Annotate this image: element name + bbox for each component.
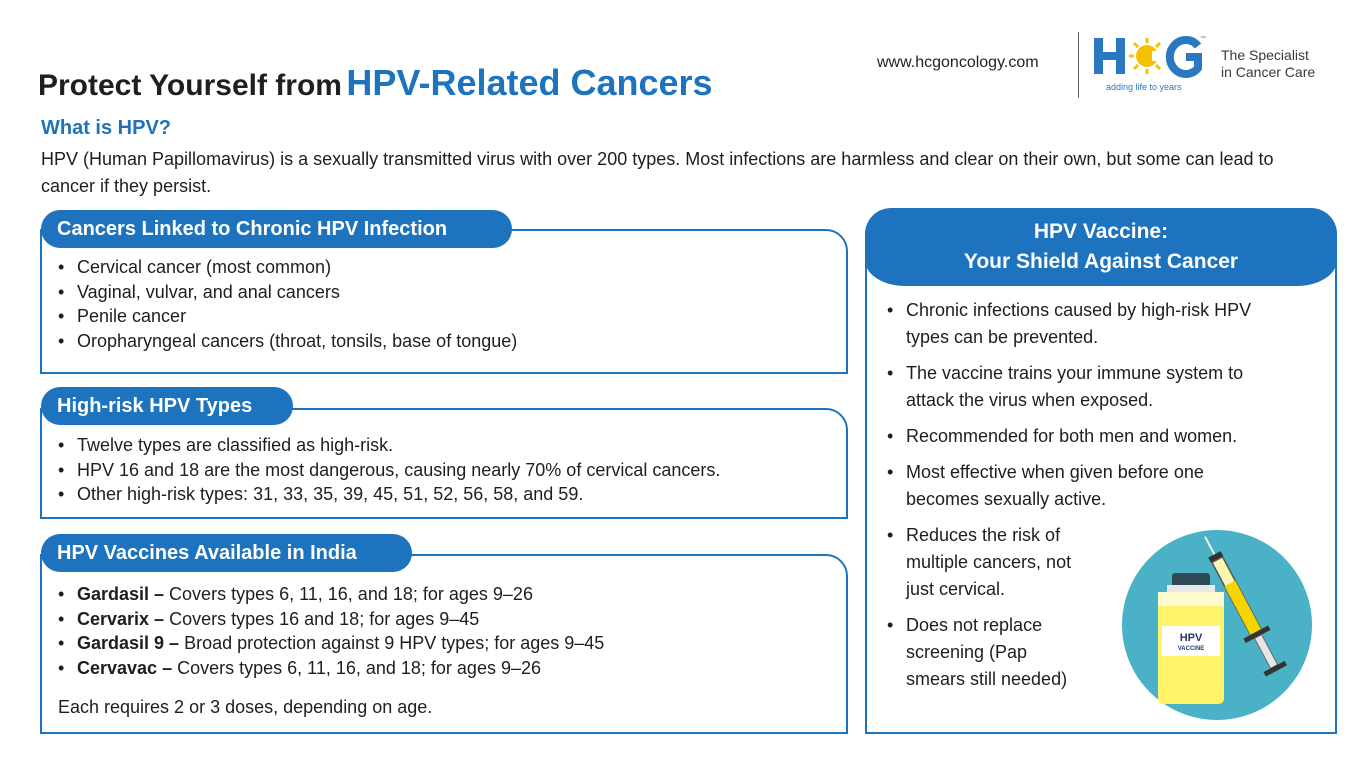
- high-risk-list: [58, 433, 720, 507]
- list-item: • Gardasil – Covers types 6, 11, 16, and 18; for ages 9–26: [58, 582, 604, 607]
- title-part-1: Protect Yourself from: [38, 69, 342, 102]
- vial-label-hpv: HPV: [1179, 632, 1203, 644]
- hcg-logo: [1094, 34, 1206, 96]
- list-item: • Reduces the risk of multiple cancers, not just cervical.: [887, 522, 1251, 603]
- cancers-list: [58, 255, 517, 353]
- svg-text:™: ™: [1200, 36, 1206, 42]
- vaccines-list: [58, 582, 604, 680]
- doses-note: Each requires 2 or 3 doses, depending on age.: [58, 697, 433, 717]
- header-divider: [1078, 32, 1079, 98]
- vaccine-illustration: [1122, 530, 1312, 720]
- list-item: • Gardasil 9 – Broad protection against 9 HPV types; for ages 9–45: [58, 631, 604, 656]
- list-item: • Cervavac – Covers types 6, 11, 16, and 18; for ages 9–26: [58, 656, 604, 681]
- what-is-hpv-heading: What is HPV?: [41, 117, 172, 139]
- high-risk-heading: High-risk HPV Types: [41, 387, 293, 425]
- page-title: [38, 62, 713, 104]
- list-item: • Twelve types are classified as high-risk.: [58, 433, 720, 458]
- brand-tagline: The Specialist in Cancer Care: [1221, 47, 1316, 80]
- list-item: • Penile cancer: [58, 304, 517, 329]
- shield-heading: HPV Vaccine: Your Shield Against Cancer: [865, 208, 1337, 286]
- list-item: • HPV 16 and 18 are the most dangerous, causing nearly 70% of cervical cancers.: [58, 458, 720, 483]
- vial-label-vaccine: VACCINE: [1177, 646, 1205, 652]
- list-item: • Vaginal, vulvar, and anal cancers: [58, 280, 517, 305]
- intro-text: HPV (Human Papillomavirus) is a sexually transmitted virus with over 200 types. Most infections are harmless and clear on their own, but some can lead to cancer if they persist.: [41, 149, 1274, 196]
- list-item: • The vaccine trains your immune system to attack the virus when exposed.: [887, 360, 1251, 414]
- list-item: • Chronic infections caused by high-risk HPV types can be prevented.: [887, 297, 1251, 351]
- list-item: • Other high-risk types: 31, 33, 35, 39, 45, 51, 52, 56, 58, and 59.: [58, 482, 720, 507]
- logo-tagline: adding life to years: [1106, 82, 1182, 92]
- list-item: • Oropharyngeal cancers (throat, tonsils, base of tongue): [58, 329, 517, 354]
- website-link[interactable]: www.hcgoncology.com: [877, 54, 1039, 71]
- list-item: • Recommended for both men and women.: [887, 423, 1251, 450]
- title-part-2: HPV-Related Cancers: [346, 62, 713, 103]
- list-item: • Most effective when given before one becomes sexually active.: [887, 459, 1251, 513]
- cancers-heading: Cancers Linked to Chronic HPV Infection: [41, 210, 512, 248]
- vaccines-india-heading: HPV Vaccines Available in India: [41, 534, 412, 572]
- list-item: • Does not replace screening (Pap smears still needed): [887, 612, 1251, 693]
- list-item: • Cervical cancer (most common): [58, 255, 517, 280]
- list-item: • Cervarix – Covers types 16 and 18; for ages 9–45: [58, 607, 604, 632]
